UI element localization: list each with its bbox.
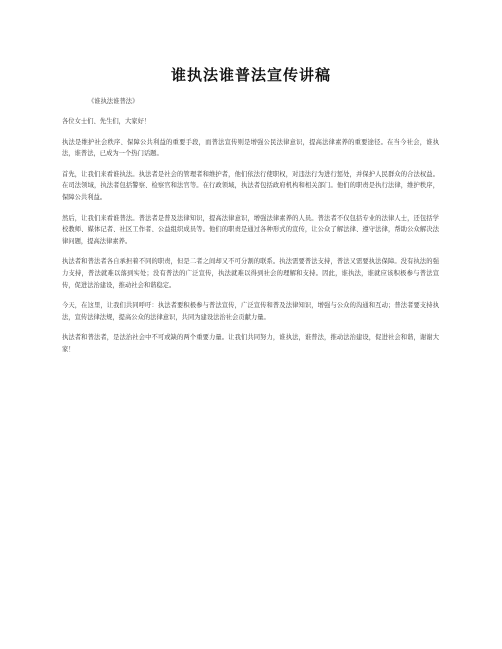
paragraph-who-enforces: 首先，让我们来看谁执法。执法者是社会的管理者和维护者，他们依法行使职权，对违法行为进行惩处，并保护人民群众的合法权益。在司法领域，执法者包括警察、检察官和法官等。在行政领域，执法者包括政府机构和相关部门。他们的职责是执行法律，维护秩序，保障公共利益。 bbox=[62, 170, 439, 201]
paragraph-who-educates: 然后，让我们来看谁普法。普法者是普及法律知识，提高法律意识，增强法律素养的人员。普法者不仅包括专业的法律人士，还包括学校教师、媒体记者、社区工作者、公益组织成员等。他们的职责是通过各种形式的宣传，让公众了解法律、遵守法律，帮助公众解决法律问题，提高法律素养。 bbox=[62, 214, 439, 245]
paragraph-closing: 执法者和普法者，是法治社会中不可或缺的两个重要力量。让我们共同努力，谁执法，谁普法，推动法治建设，促进社会和谐，谢谢大家！ bbox=[62, 334, 439, 353]
paragraph-appeal: 今天，在这里，让我们共同呼吁：执法者要积极参与普法宣传，广泛宣传和普及法律知识，增强与公众的沟通和互动；普法者要支持执法，宣传法律法规，提高公众的法律意识，共同为建设法治社会贡献力量。 bbox=[62, 302, 439, 321]
document-subtitle: 《谁执法谁普法》 bbox=[88, 98, 139, 105]
paragraph-greeting: 各位女士们、先生们，大家好！ bbox=[62, 118, 151, 125]
document-body bbox=[62, 96, 439, 365]
paragraph-intro: 执法是维护社会秩序、保障公共利益的重要手段，而普法宣传则是增强公民法律意识，提高法律素养的重要途径。在当今社会，谁执法，谁普法，已成为一个热门话题。 bbox=[62, 138, 439, 158]
document-title: 谁执法谁普法宣传讲稿 bbox=[170, 66, 331, 84]
paragraph-relationship: 执法者和普法者各自承担着不同的职责，但是二者之间却又不可分割的联系。执法需要普法支持，普法又需要执法保障。没有执法的强力支持，普法就难以落到实处；没有普法的广泛宣传，执法就难以得到社会的理解和支持。因此，谁执法，谁就应该积极参与普法宣传，促进法治建设，推动社会和谐稳定。 bbox=[62, 258, 439, 289]
